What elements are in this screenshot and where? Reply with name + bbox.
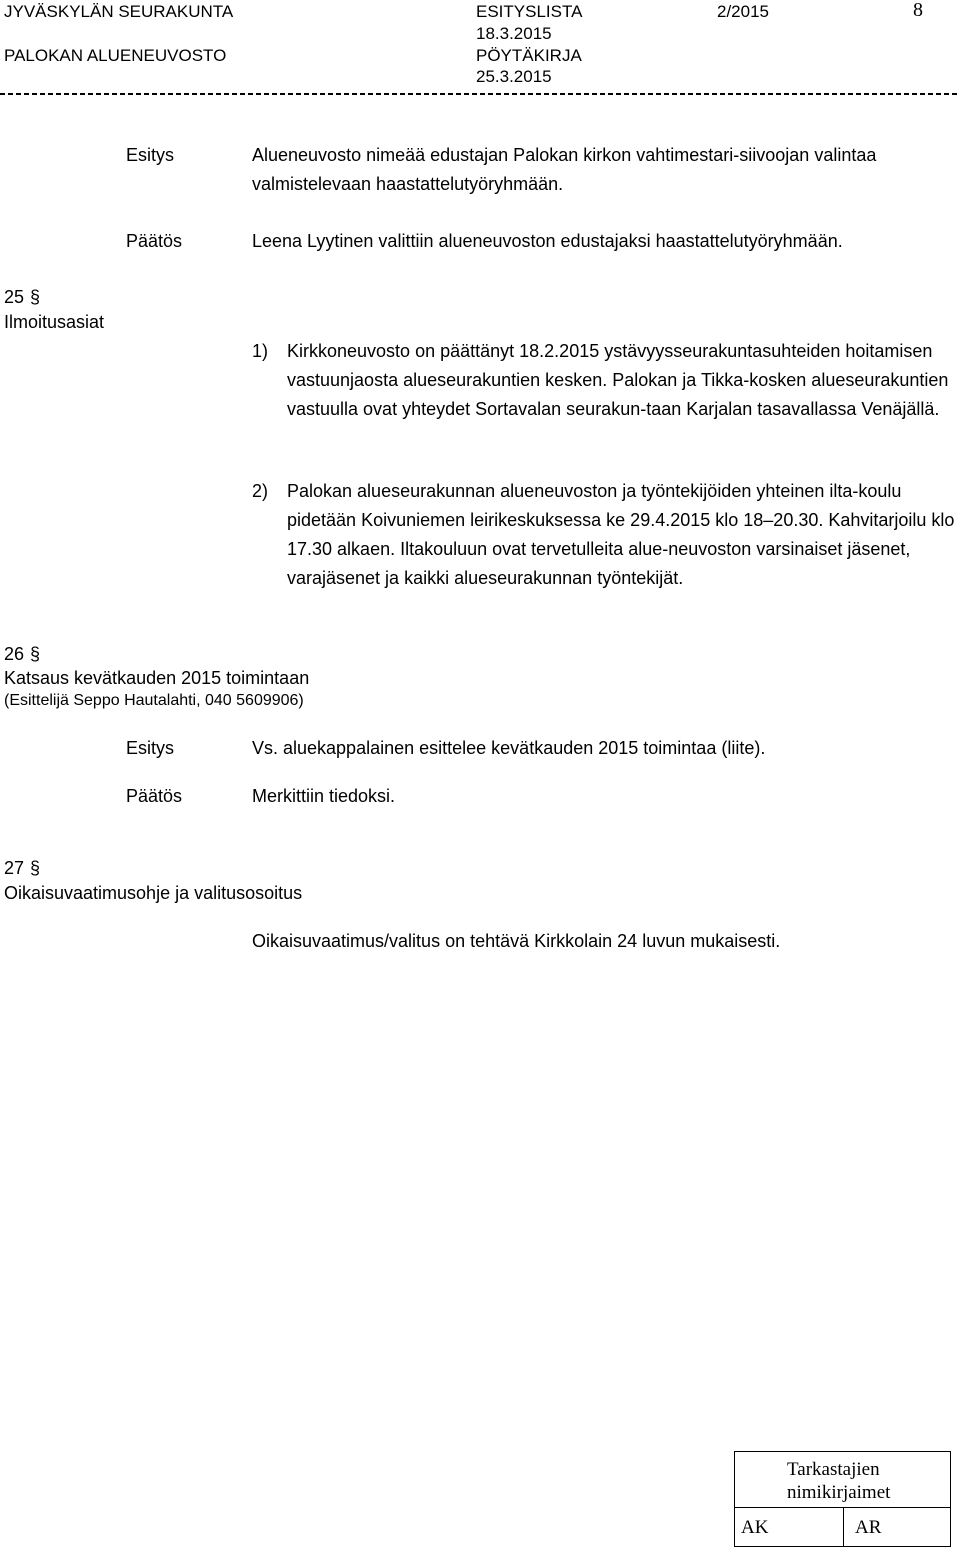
proposal-text: Alueneuvosto nimeää edustajan Palokan kirkon vahtimestari-siivoojan valintaa valmistelevaan haastattelutyöryhmään. [252, 145, 877, 194]
reviewer-initials-1: AK [741, 1517, 769, 1538]
reviewer-initials-2: AR [855, 1517, 882, 1538]
section-26-proposal-text: Vs. aluekappalainen esittelee kevätkauden 2015 toimintaa (liite). [252, 738, 766, 758]
reviewer-initials-box [734, 1451, 951, 1547]
section-26-title: Katsaus kevätkauden 2015 toimintaan [4, 668, 310, 688]
decision-label: Päätös [126, 231, 183, 251]
section-25-item-1-num: 1) [252, 341, 269, 361]
section-25-item-1-text: Kirkkoneuvosto on päättänyt 18.2.2015 ystävyysseurakuntasuhteiden hoitamisen vastuunjaosta alueseurakuntien kesken. Palokan ja Tikka-kosken alueseurakuntien vastuulla ovat yhteydet Sortavalan seurakun-taan Karjalan tasavallassa Venäjällä. [287, 341, 949, 419]
header-date-1: 18.3.2015 [476, 24, 552, 43]
section-25-title: Ilmoitusasiat [4, 312, 105, 332]
section-26-decision-text: Merkittiin tiedoksi. [252, 786, 396, 806]
section-27-heading [4, 857, 40, 879]
section-25-number: 25 [4, 287, 25, 307]
section-25-item-2-text: Palokan alueseurakunnan alueneuvoston ja työntekijöiden yhteinen ilta-koulu pidetään Koivuniemen leirikeskuksessa ke 29.4.2015 klo 18–20.30. Kahvitarjoilu klo 17.30 alkaen. Iltakouluun ovat tervetulleita alue-neuvoston varsinaiset jäsenet, varajäsenet ja kaikki alueseurakunnan työntekijät. [287, 481, 955, 588]
decision-text: Leena Lyytinen valittiin alueneuvoston edustajaksi haastattelutyöryhmään. [252, 231, 843, 251]
header-body: PALOKAN ALUENEUVOSTO [4, 46, 227, 65]
header-org: JYVÄSKYLÄN SEURAKUNTA [4, 2, 234, 21]
reviewer-initials-label: Tarkastajien nimikirjaimet [787, 1459, 891, 1503]
page-number: 8 [913, 0, 923, 21]
header-doc-type-2: PÖYTÄKIRJA [476, 46, 582, 65]
section-symbol: § [30, 644, 41, 664]
proposal-label: Esitys [126, 145, 175, 165]
section-26-number: 26 [4, 644, 25, 664]
section-25-item-2-num: 2) [252, 481, 269, 501]
section-26-heading [4, 643, 40, 665]
decision-label: Päätös [126, 786, 183, 806]
header-number: 2/2015 [717, 2, 769, 21]
box-divider-vertical [843, 1507, 844, 1547]
header-doc-type-1: ESITYSLISTA [476, 2, 583, 21]
section-27-title: Oikaisuvaatimusohje ja valitusosoitus [4, 883, 303, 903]
section-27-text: Oikaisuvaatimus/valitus on tehtävä Kirkkolain 24 luvun mukaisesti. [252, 931, 781, 951]
section-symbol: § [30, 858, 41, 878]
section-symbol: § [30, 287, 41, 307]
header-divider [0, 93, 960, 95]
proposal-label: Esitys [126, 738, 175, 758]
section-26-presenter: (Esittelijä Seppo Hautalahti, 040 5609906) [4, 692, 304, 709]
section-25-heading [4, 286, 40, 308]
section-27-number: 27 [4, 858, 25, 878]
header-date-2: 25.3.2015 [476, 67, 552, 86]
